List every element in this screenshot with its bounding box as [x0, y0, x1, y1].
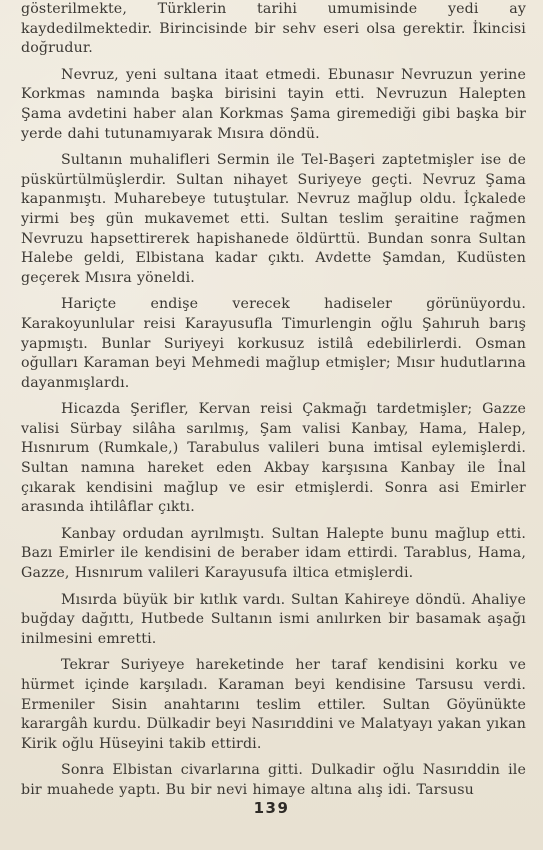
paragraph: Nevruz, yeni sultana itaat etmedi. Ebunasır Nevruzun yerine Korkmas namında başka birisini tayin etti. Nevruzun Halepten Şama avdetini haber alan Korkmas Şama giremediği gibi başka bir yerde dahi tutunamıyarak Mısıra döndü. [21, 66, 526, 142]
paragraph: Sonra Elbistan civarlarına gitti. Dulkadir oğlu Nasırıddin ile bir muahede yaptı. Bu bir nevi himaye altına alış idi. Tarsusu [21, 762, 526, 798]
paragraph: Mısırda büyük bir kıtlık vardı. Sultan Kahireye döndü. Ahaliye buğday dağıttı, Hutbede Sultanın ismi anılırken bir basamak aşağı inilmesini emretti. [21, 591, 526, 647]
paragraph: Sultanın muhalifleri Sermin ile Tel-Başeri zaptetmişler ise de püskürtülmüşlerdir. Sultan nihayet Suriyeye geçti. Nevruz Şama kapanmıştı. Muharebeye tutuştular. Nevruz mağlup oldu. İçkalede yirmi beş gün mukavemet etti. Sultan teslim şeraitine rağmen Nevruzu hapsettirerek hapishanede öldürttü. Bundan sonra Sultan Halebe geldi, Elbistana kadar çıktı. Avdette Şamdan, Kudüsten geçerek Mısıra yöneldi. [21, 152, 526, 286]
body-text [21, 0, 526, 801]
paragraph: Kanbay ordudan ayrılmıştı. Sultan Halepte bunu mağlup etti. Bazı Emirler ile kendisini de beraber idam ettirdi. Tarablus, Hama, Gazze, Hısnırum valileri Karayusufa iltica etmişlerdi. [21, 525, 526, 582]
paragraph: Hicazda Şerifler, Kervan reisi Çakmağı tardetmişler; Gazze valisi Sürbay silâha sarılmış, Şam valisi Kanbay, Hama, Halep, Hısnırum (Rumkale,) Tarabulus valileri buna imtisal eylemişlerdi. Sultan namına hareket eden Akbay karşısına Kanbay ile İnal çıkarak kendisini mağlup ve esir etmişlerdi. Sonra asi Emirler arasında ihtilâflar çıktı. [21, 401, 526, 516]
paragraph: Tekrar Suriyeye hareketinde her taraf kendisini korku ve hürmet içinde karşıladı. Karaman beyi kendisine Tarsusu verdi. Ermeniler Sisin anahtarını teslim ettiler. Sultan Göyünükte karargâh kurdu. Dülkadir beyi Nasırıddini ve Malatyayı yakan yıkan Kirik oğlu Hüseyini takib ettirdi. [21, 657, 526, 752]
page-number: 139 [253, 799, 290, 817]
paragraph: gösterilmekte, Türklerin tarihi umumisinde yedi ay kaydedilmektedir. Birincisinde bir sehv eseri olsa gerektir. İkincisi doğrudur. [21, 1, 526, 57]
paragraph: Hariçte endişe verecek hadiseler görünüyordu. Karakoyunlular reisi Karayusufla Timurlengin oğlu Şahıruh barış yapmıştı. Bunlar Suriyeyi korkusuz istilâ edebilirlerdi. Osman oğulları Karaman beyi Mehmedi mağlup etmişler; Mısır hudutlarına dayanmışlardı. [21, 296, 526, 391]
